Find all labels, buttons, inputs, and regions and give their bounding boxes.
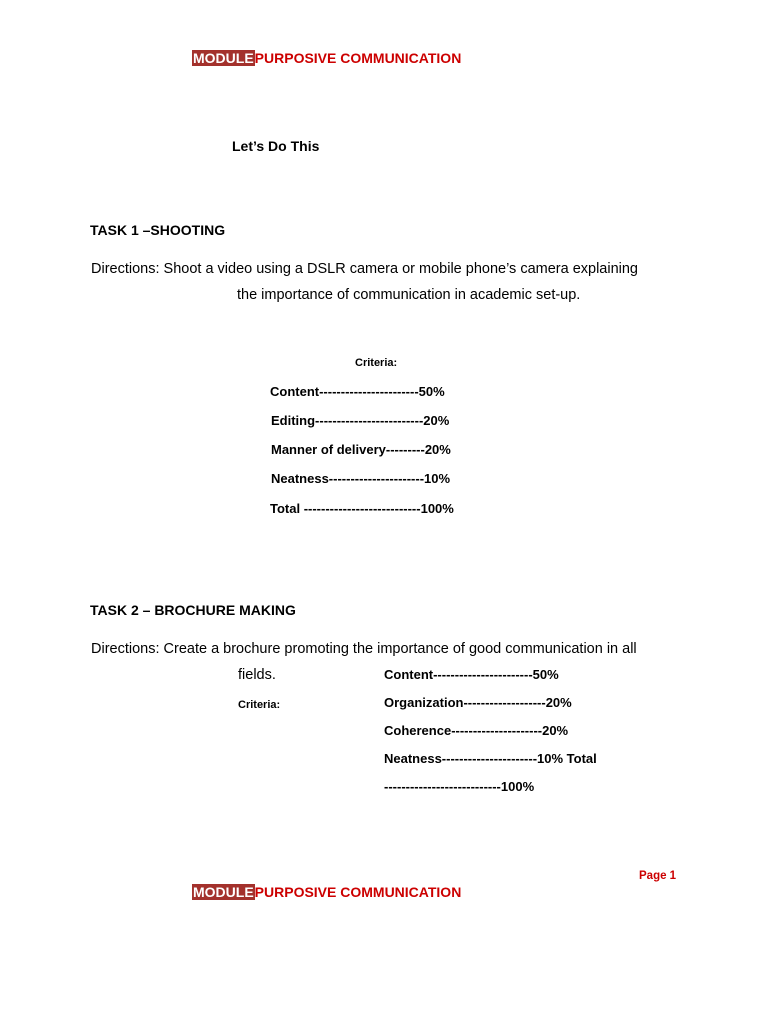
task2-heading: TASK 2 – BROCHURE MAKING [90,602,296,618]
task1-criterion-delivery: Manner of delivery---------20% [271,442,451,457]
task1-directions-line1: Directions: Shoot a video using a DSLR camera or mobile phone’s camera explaining [91,261,638,277]
section-title: Let’s Do This [232,138,320,154]
page-header [192,50,461,67]
header-module-label: MODULE [193,50,254,66]
footer-module-label: MODULE [193,884,254,900]
page-number: Page 1 [639,870,677,882]
task1-directions-line2: the importance of communication in academic set-up. [237,287,581,303]
task2-directions-line2: fields. [238,667,276,683]
task1-criteria-label: Criteria: [355,357,398,369]
header-title: PURPOSIVE COMMUNICATION [254,50,462,66]
task2-directions-line1: Directions: Create a brochure promoting the importance of good communication in all [91,641,637,657]
task2-criterion-content: Content-----------------------50% [384,667,559,682]
task2-criteria-label: Criteria: [238,699,281,711]
page-footer [192,884,461,901]
task1-heading: TASK 1 –SHOOTING [90,222,226,238]
task1-criterion-content: Content-----------------------50% [270,384,445,399]
task1-criterion-editing: Editing-------------------------20% [271,413,450,428]
footer-title: PURPOSIVE COMMUNICATION [254,884,462,900]
task2-criterion-coherence: Coherence---------------------20% [384,723,569,738]
task2-criterion-organization: Organization-------------------20% [384,695,572,710]
task2-criterion-neatness-total: Neatness----------------------10% Total [384,751,597,766]
task2-criterion-total-value: ---------------------------100% [384,779,535,794]
task1-criterion-total: Total ---------------------------100% [270,501,454,516]
task1-criterion-neatness: Neatness----------------------10% [271,471,451,486]
